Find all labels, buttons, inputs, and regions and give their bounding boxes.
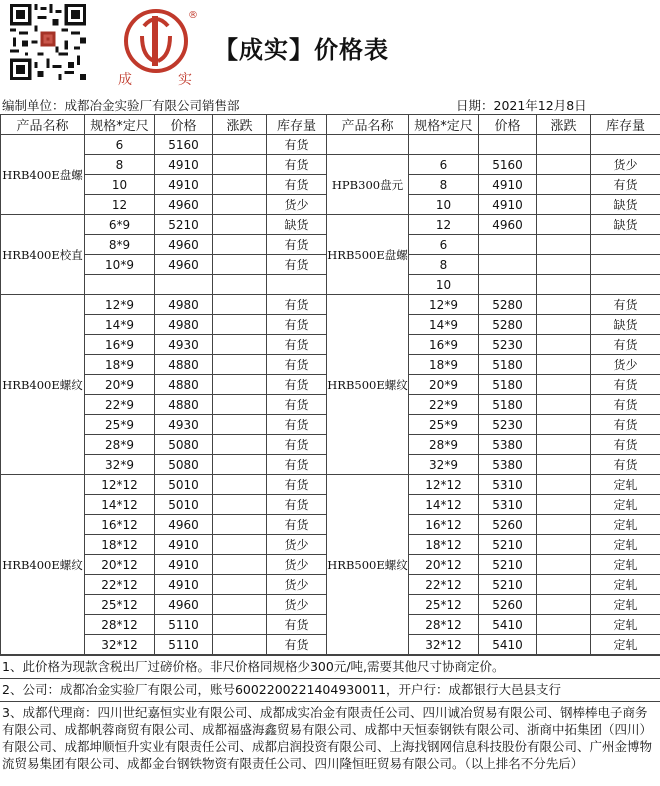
stock-cell: 有货	[267, 135, 327, 155]
change-cell	[213, 175, 267, 195]
stock-cell	[267, 275, 327, 295]
price-cell	[479, 275, 537, 295]
column-header: 库存量	[267, 115, 327, 135]
stock-cell: 货少	[267, 555, 327, 575]
svg-text:实: 实	[178, 72, 192, 88]
price-cell: 4910	[155, 535, 213, 555]
spec-cell: 14*9	[85, 315, 155, 335]
spec-cell: 14*9	[409, 315, 479, 335]
change-cell	[213, 575, 267, 595]
stock-cell: 货少	[267, 195, 327, 215]
stock-cell: 缺货	[591, 215, 660, 235]
spec-cell: 28*12	[409, 615, 479, 635]
spec-cell: 28*9	[409, 435, 479, 455]
spec-cell: 18*9	[85, 355, 155, 375]
column-header: 规格*定尺	[85, 115, 155, 135]
change-cell	[537, 635, 591, 655]
stock-cell: 有货	[267, 315, 327, 335]
stock-cell	[591, 135, 660, 155]
spec-cell: 25*9	[85, 415, 155, 435]
price-cell: 5180	[479, 355, 537, 375]
price-cell: 5310	[479, 475, 537, 495]
stock-cell	[591, 235, 660, 255]
stock-cell: 货少	[591, 355, 660, 375]
change-cell	[537, 515, 591, 535]
change-cell	[537, 315, 591, 335]
change-cell	[537, 495, 591, 515]
stock-cell: 有货	[591, 175, 660, 195]
change-cell	[537, 615, 591, 635]
spec-cell: 18*12	[409, 535, 479, 555]
price-cell: 4960	[155, 235, 213, 255]
change-cell	[213, 315, 267, 335]
change-cell	[213, 335, 267, 355]
price-cell: 5110	[155, 615, 213, 635]
product-name-cell: HRB500E螺纹	[327, 475, 409, 655]
spec-cell: 32*12	[85, 635, 155, 655]
product-name-cell: HPB300盘元	[327, 155, 409, 215]
spec-cell: 22*9	[409, 395, 479, 415]
stock-cell: 有货	[267, 295, 327, 315]
change-cell	[537, 555, 591, 575]
change-cell	[213, 235, 267, 255]
spec-cell: 8*9	[85, 235, 155, 255]
qr-code	[10, 4, 86, 80]
change-cell	[213, 215, 267, 235]
stock-cell: 货少	[267, 595, 327, 615]
spec-cell: 6	[85, 135, 155, 155]
stock-cell: 货少	[267, 535, 327, 555]
spec-cell: 8	[409, 255, 479, 275]
stock-cell: 有货	[267, 435, 327, 455]
spec-cell	[85, 275, 155, 295]
company-logo	[118, 6, 208, 88]
change-cell	[537, 235, 591, 255]
change-cell	[537, 375, 591, 395]
stock-cell: 有货	[267, 375, 327, 395]
stock-cell: 有货	[267, 355, 327, 375]
price-cell: 5080	[155, 435, 213, 455]
spec-cell: 32*9	[409, 455, 479, 475]
spec-cell	[409, 135, 479, 155]
stock-cell: 有货	[267, 155, 327, 175]
column-header: 价格	[479, 115, 537, 135]
change-cell	[213, 155, 267, 175]
stock-cell: 有货	[591, 415, 660, 435]
spec-cell: 12	[409, 215, 479, 235]
product-name-cell: HRB400E螺纹	[1, 295, 85, 475]
compiler-label: 编制单位：成都冶金实验厂有限公司销售部	[2, 98, 240, 113]
spec-cell: 10*9	[85, 255, 155, 275]
price-cell: 4980	[155, 315, 213, 335]
product-name-cell: HRB500E螺纹	[327, 295, 409, 475]
stock-cell: 有货	[267, 255, 327, 275]
spec-cell: 16*9	[409, 335, 479, 355]
price-cell: 4910	[155, 155, 213, 175]
change-cell	[537, 275, 591, 295]
spec-cell: 10	[409, 195, 479, 215]
price-cell: 5380	[479, 455, 537, 475]
price-cell	[479, 255, 537, 275]
change-cell	[213, 395, 267, 415]
change-cell	[213, 535, 267, 555]
spec-cell: 25*12	[409, 595, 479, 615]
stock-cell: 定轧	[591, 635, 660, 655]
change-cell	[213, 435, 267, 455]
stock-cell: 有货	[267, 495, 327, 515]
stock-cell: 定轧	[591, 535, 660, 555]
change-cell	[213, 475, 267, 495]
stock-cell: 定轧	[591, 575, 660, 595]
price-cell: 4960	[479, 215, 537, 235]
price-cell: 5110	[155, 635, 213, 655]
note-1: 1、此价格为现款含税出厂过磅价格。非尺价格同规格少300元/吨,需要其他尺寸协商定价。	[0, 655, 660, 678]
stock-cell: 有货	[591, 295, 660, 315]
price-cell: 5380	[479, 435, 537, 455]
product-name-cell: HRB400E螺纹	[1, 475, 85, 655]
spec-cell: 6	[409, 235, 479, 255]
page-header	[0, 0, 660, 92]
change-cell	[213, 595, 267, 615]
spec-cell: 20*12	[85, 555, 155, 575]
stock-cell: 有货	[267, 455, 327, 475]
table-row	[1, 475, 660, 495]
price-cell	[155, 275, 213, 295]
stock-cell: 有货	[267, 395, 327, 415]
spec-cell: 22*12	[409, 575, 479, 595]
spec-cell: 28*9	[85, 435, 155, 455]
price-cell: 5080	[155, 455, 213, 475]
stock-cell: 缺货	[591, 315, 660, 335]
spec-cell: 28*12	[85, 615, 155, 635]
spec-cell: 12	[85, 195, 155, 215]
change-cell	[213, 195, 267, 215]
change-cell	[537, 575, 591, 595]
stock-cell: 缺货	[267, 215, 327, 235]
change-cell	[537, 355, 591, 375]
change-cell	[213, 135, 267, 155]
price-cell: 4910	[479, 175, 537, 195]
change-cell	[213, 615, 267, 635]
price-cell: 5210	[479, 535, 537, 555]
change-cell	[213, 375, 267, 395]
price-cell: 4910	[155, 175, 213, 195]
price-cell: 5230	[479, 415, 537, 435]
stock-cell: 定轧	[591, 515, 660, 535]
page-title: 【成实】价格表	[214, 36, 389, 64]
spec-cell: 16*12	[85, 515, 155, 535]
stock-cell: 货少	[267, 575, 327, 595]
price-cell: 4910	[155, 555, 213, 575]
column-header: 产品名称	[1, 115, 85, 135]
stock-cell: 有货	[591, 375, 660, 395]
price-cell	[479, 135, 537, 155]
price-cell: 5310	[479, 495, 537, 515]
price-cell: 4960	[155, 195, 213, 215]
price-cell: 5010	[155, 495, 213, 515]
change-cell	[537, 595, 591, 615]
stock-cell: 有货	[267, 515, 327, 535]
price-cell: 5280	[479, 315, 537, 335]
stock-cell	[591, 275, 660, 295]
price-cell: 5160	[155, 135, 213, 155]
table-row	[1, 215, 660, 235]
stock-cell: 有货	[591, 335, 660, 355]
column-header: 涨跌	[213, 115, 267, 135]
stock-cell: 有货	[591, 455, 660, 475]
price-cell: 5260	[479, 595, 537, 615]
date-label: 日期：2021年12月8日	[456, 98, 587, 113]
spec-cell: 12*12	[409, 475, 479, 495]
spec-cell: 18*9	[409, 355, 479, 375]
column-header: 价格	[155, 115, 213, 135]
spec-cell: 10	[409, 275, 479, 295]
change-cell	[537, 455, 591, 475]
note-2: 2、公司：成都冶金实验厂有限公司，账号6002200221404930011，开户行：成都银行大邑县支行	[0, 678, 660, 701]
spec-cell: 32*9	[85, 455, 155, 475]
stock-cell: 有货	[591, 395, 660, 415]
change-cell	[213, 255, 267, 275]
price-cell: 4930	[155, 415, 213, 435]
spec-cell: 16*12	[409, 515, 479, 535]
change-cell	[537, 415, 591, 435]
spec-cell: 16*9	[85, 335, 155, 355]
stock-cell: 有货	[267, 175, 327, 195]
table-row	[1, 155, 660, 175]
price-cell: 4880	[155, 395, 213, 415]
spec-cell: 25*9	[409, 415, 479, 435]
price-cell: 5260	[479, 515, 537, 535]
stock-cell: 缺货	[591, 195, 660, 215]
stock-cell: 定轧	[591, 555, 660, 575]
stock-cell: 有货	[267, 235, 327, 255]
change-cell	[537, 335, 591, 355]
product-name-cell	[327, 135, 409, 155]
column-header: 规格*定尺	[409, 115, 479, 135]
price-cell: 5160	[479, 155, 537, 175]
price-cell: 5010	[155, 475, 213, 495]
spec-cell: 22*12	[85, 575, 155, 595]
spec-cell: 12*9	[85, 295, 155, 315]
product-name-cell: HRB500E盘螺	[327, 215, 409, 295]
product-name-cell: HRB400E校直	[1, 215, 85, 295]
stock-cell: 有货	[267, 615, 327, 635]
change-cell	[537, 175, 591, 195]
spec-cell: 20*12	[409, 555, 479, 575]
price-cell: 4910	[479, 195, 537, 215]
table-row	[1, 295, 660, 315]
change-cell	[213, 355, 267, 375]
price-cell: 4960	[155, 595, 213, 615]
price-cell: 4880	[155, 375, 213, 395]
change-cell	[213, 275, 267, 295]
change-cell	[213, 495, 267, 515]
stock-cell: 定轧	[591, 495, 660, 515]
spec-cell: 14*12	[85, 495, 155, 515]
change-cell	[537, 295, 591, 315]
stock-cell: 定轧	[591, 615, 660, 635]
stock-cell: 定轧	[591, 475, 660, 495]
spec-cell: 20*9	[409, 375, 479, 395]
stock-cell: 有货	[267, 475, 327, 495]
spec-cell: 8	[409, 175, 479, 195]
spec-cell: 32*12	[409, 635, 479, 655]
spec-cell: 12*12	[85, 475, 155, 495]
note-3: 3、成都代理商：四川世纪嘉恒实业有限公司、成都成实冶金有限责任公司、四川诚冶贸易有限公司、钢棒棒电子商务有限公司、成都帆蓉商贸有限公司、成都福盛海鑫贸易有限公司、成都中天恒泰钢铁有限公司、浙商中拓集团（四川）有限公司、成都坤顺恒升实业有限责任公司、成都启润投资有限公司、上海找钢网信息科技股份有限公司、广州金博物流贸易集团有限公司、成都金台钢铁物资有限责任公司、四川隆恒旺贸易有限公司。（以上排名不分先后）	[0, 701, 660, 774]
stock-cell: 货少	[591, 155, 660, 175]
spec-cell: 14*12	[409, 495, 479, 515]
price-cell: 5210	[479, 575, 537, 595]
change-cell	[537, 255, 591, 275]
spec-cell: 20*9	[85, 375, 155, 395]
price-cell: 4880	[155, 355, 213, 375]
column-header: 产品名称	[327, 115, 409, 135]
price-cell	[479, 235, 537, 255]
stock-cell: 定轧	[591, 595, 660, 615]
price-cell: 5410	[479, 615, 537, 635]
price-cell: 4910	[155, 575, 213, 595]
notes-section	[0, 655, 660, 774]
column-header: 涨跌	[537, 115, 591, 135]
spec-cell: 22*9	[85, 395, 155, 415]
change-cell	[213, 295, 267, 315]
stock-cell: 有货	[267, 635, 327, 655]
stock-cell: 有货	[267, 415, 327, 435]
price-cell: 5410	[479, 635, 537, 655]
change-cell	[537, 535, 591, 555]
price-cell: 5210	[155, 215, 213, 235]
spec-cell: 6*9	[85, 215, 155, 235]
spec-cell: 18*12	[85, 535, 155, 555]
change-cell	[537, 435, 591, 455]
price-cell: 4960	[155, 515, 213, 535]
spec-cell: 12*9	[409, 295, 479, 315]
change-cell	[537, 195, 591, 215]
price-cell: 5230	[479, 335, 537, 355]
price-cell: 4930	[155, 335, 213, 355]
price-cell: 5210	[479, 555, 537, 575]
spec-cell: 10	[85, 175, 155, 195]
stock-cell: 有货	[267, 335, 327, 355]
change-cell	[213, 635, 267, 655]
header-row	[1, 115, 660, 135]
change-cell	[537, 215, 591, 235]
price-table	[0, 114, 660, 655]
price-cell: 5180	[479, 375, 537, 395]
change-cell	[537, 395, 591, 415]
price-cell: 5280	[479, 295, 537, 315]
change-cell	[213, 515, 267, 535]
change-cell	[213, 455, 267, 475]
table-row	[1, 135, 660, 155]
price-cell: 5180	[479, 395, 537, 415]
svg-text:成: 成	[118, 72, 132, 88]
spec-cell: 6	[409, 155, 479, 175]
svg-text:®: ®	[188, 10, 198, 21]
change-cell	[213, 555, 267, 575]
change-cell	[213, 415, 267, 435]
change-cell	[537, 135, 591, 155]
stock-cell: 有货	[591, 435, 660, 455]
change-cell	[537, 475, 591, 495]
price-cell: 4980	[155, 295, 213, 315]
spec-cell: 8	[85, 155, 155, 175]
column-header: 库存量	[591, 115, 660, 135]
spec-cell: 25*12	[85, 595, 155, 615]
change-cell	[537, 155, 591, 175]
price-cell: 4960	[155, 255, 213, 275]
stock-cell	[591, 255, 660, 275]
product-name-cell: HRB400E盘螺	[1, 135, 85, 215]
